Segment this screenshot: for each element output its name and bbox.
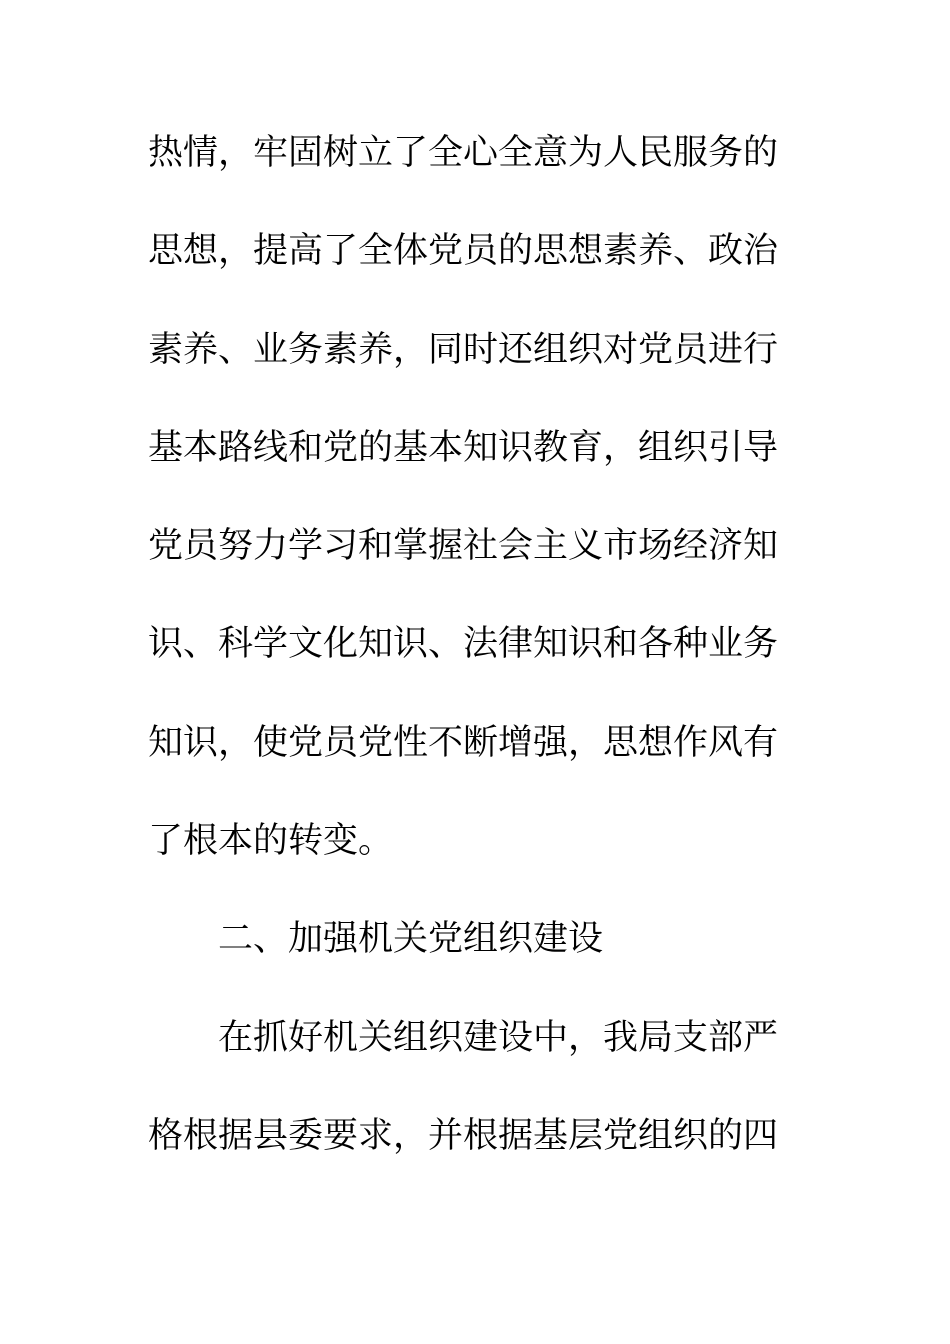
paragraph-line: 在抓好机关组织建设中，我局支部严: [218, 1017, 779, 1058]
paragraph-line: 了根本的转变。: [148, 821, 394, 862]
paragraph-line: 党员努力学习和掌握社会主义市场经济知: [148, 526, 779, 567]
paragraph-line: 热情，牢固树立了全心全意为人民服务的: [148, 133, 779, 173]
section-heading: 二、加强机关党组织建设: [218, 919, 604, 960]
paragraph-line: 思想，提高了全体党员的思想素养、政治: [148, 231, 779, 272]
paragraph-line: 基本路线和党的基本知识教育，组织引导: [148, 427, 779, 468]
paragraph-line: 素养、业务素养，同时还组织对党员进行: [148, 329, 779, 370]
paragraph-line: 识、科学文化知识、法律知识和各种业务: [148, 624, 779, 665]
document-body: [148, 122, 788, 1203]
paragraph-line: 格根据县委要求，并根据基层党组织的四: [148, 1115, 779, 1156]
paragraph-line: 知识，使党员党性不断增强，思想作风有: [148, 722, 779, 763]
